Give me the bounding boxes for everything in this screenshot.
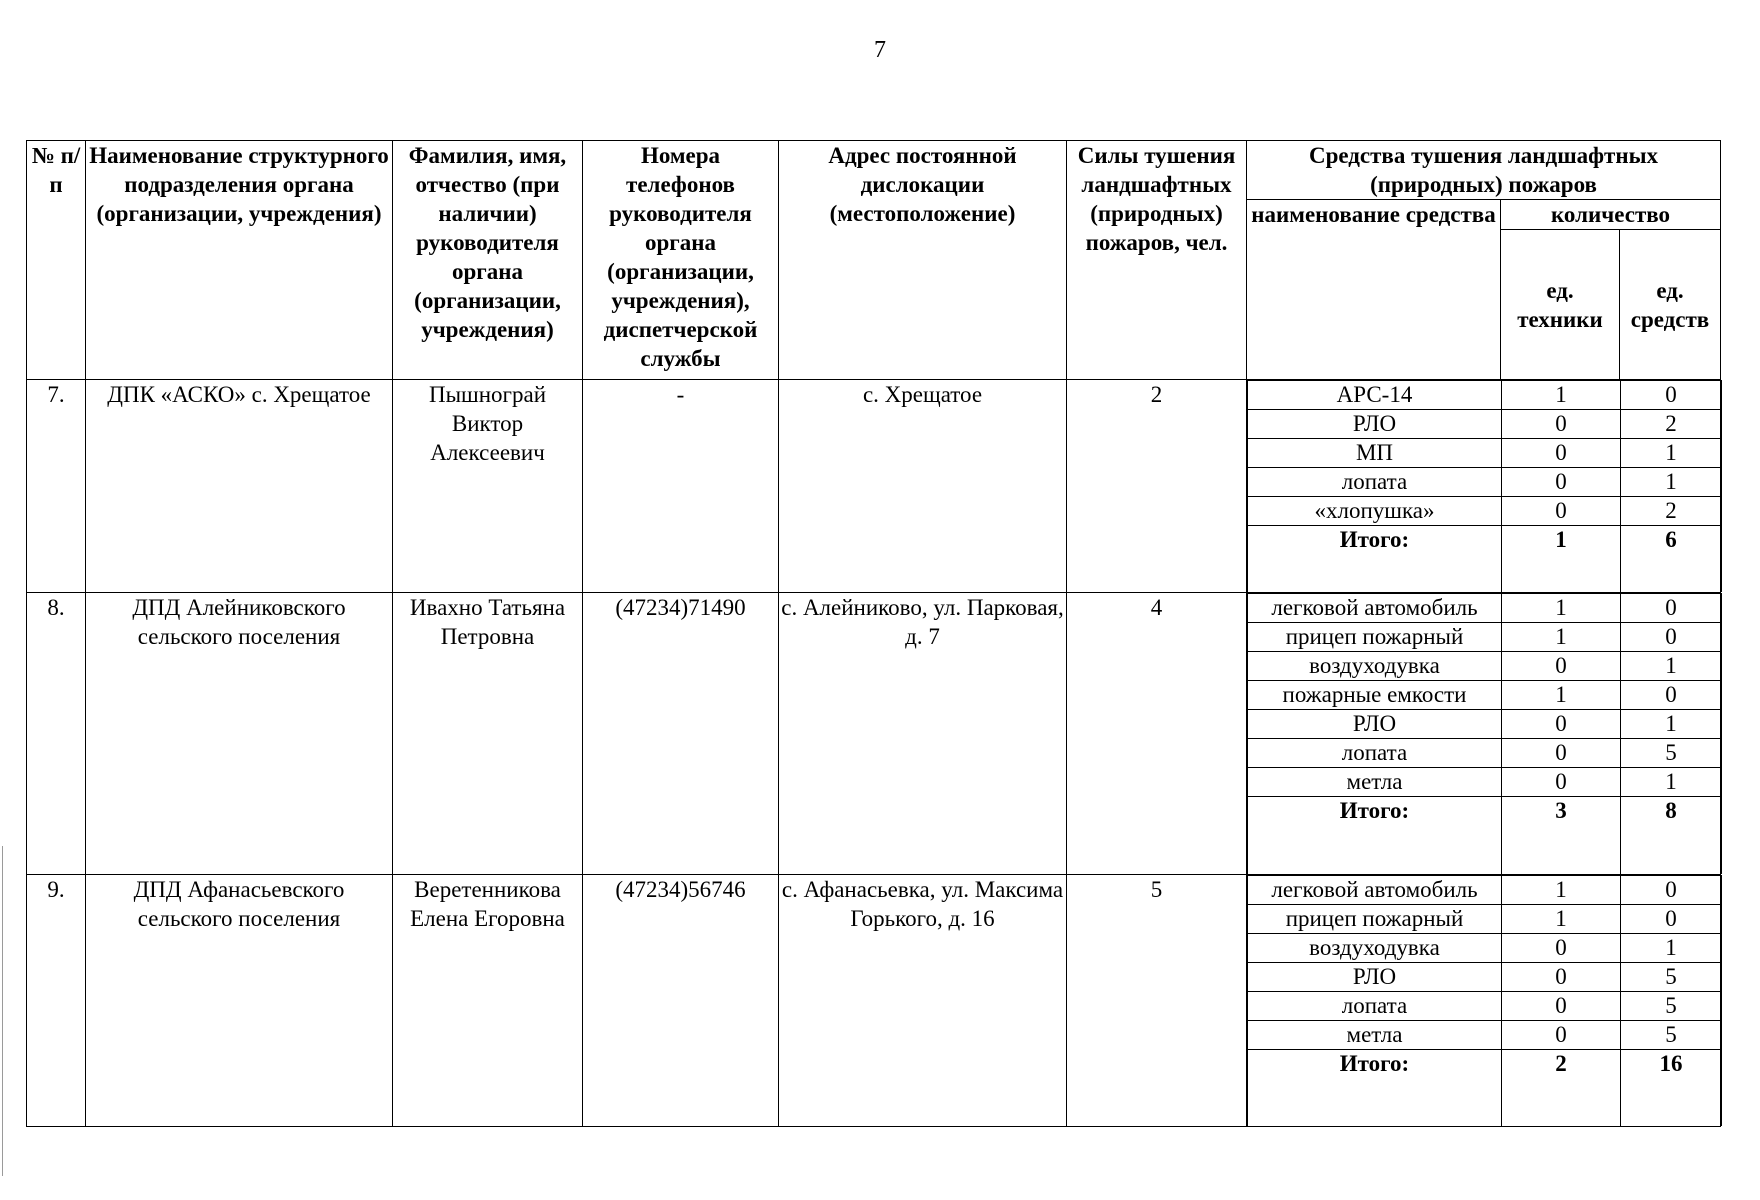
header-means: Средства тушения ландшафтных (природных) пожаров (1247, 141, 1721, 200)
table-row (27, 592, 1721, 875)
means-row (1248, 934, 1722, 963)
means-name: лопата (1248, 992, 1502, 1021)
means-units: 0 (1621, 381, 1722, 410)
means-name: РЛО (1248, 410, 1502, 439)
header-qty-means: ед. средств (1620, 230, 1721, 380)
means-vehicles: 0 (1502, 410, 1621, 439)
total-units: 6 (1621, 526, 1722, 592)
means-units: 1 (1621, 651, 1722, 680)
header-num: № п/п (27, 141, 86, 380)
header-forces: Силы тушения ландшафтных (природных) пожаров, чел. (1067, 141, 1247, 380)
means-row (1248, 593, 1722, 622)
total-label: Итого: (1248, 1050, 1502, 1126)
means-name: метла (1248, 767, 1502, 796)
means-name: РЛО (1248, 963, 1502, 992)
means-units: 2 (1621, 410, 1722, 439)
row-forces: 2 (1067, 380, 1247, 593)
row-num: 9. (27, 875, 86, 1127)
means-vehicles: 0 (1502, 1021, 1621, 1050)
means-total-row (1248, 526, 1722, 592)
header-address: Адрес постоянной дислокации (местоположение) (779, 141, 1067, 380)
means-name: АРС-14 (1248, 381, 1502, 410)
row-unit: ДПД Алейниковского сельского поселения (86, 592, 393, 875)
row-num: 7. (27, 380, 86, 593)
means-row (1248, 680, 1722, 709)
means-units: 5 (1621, 1021, 1722, 1050)
means-vehicles: 0 (1502, 497, 1621, 526)
row-num: 8. (27, 592, 86, 875)
means-row (1248, 963, 1722, 992)
means-name: прицеп пожарный (1248, 622, 1502, 651)
header-quantity: количество (1501, 200, 1721, 230)
total-vehicles: 2 (1502, 1050, 1621, 1126)
means-units: 0 (1621, 622, 1722, 651)
means-vehicles: 0 (1502, 992, 1621, 1021)
row-phones: (47234)71490 (583, 592, 779, 875)
means-row (1248, 497, 1722, 526)
total-units: 8 (1621, 796, 1722, 874)
means-units: 0 (1621, 905, 1722, 934)
means-units: 0 (1621, 593, 1722, 622)
means-vehicles: 0 (1502, 738, 1621, 767)
row-forces: 4 (1067, 592, 1247, 875)
means-units: 1 (1621, 439, 1722, 468)
means-table (1247, 380, 1722, 592)
header-means-name: наименование средства (1247, 200, 1501, 380)
means-units: 0 (1621, 680, 1722, 709)
table-row (27, 875, 1721, 1127)
fire-forces-table (26, 140, 1721, 1127)
table-row (27, 380, 1721, 593)
means-vehicles: 0 (1502, 934, 1621, 963)
means-row (1248, 767, 1722, 796)
means-units: 1 (1621, 767, 1722, 796)
header-qty-vehicles: ед. техники (1501, 230, 1620, 380)
means-vehicles: 0 (1502, 651, 1621, 680)
total-label: Итого: (1248, 796, 1502, 874)
means-name: прицеп пожарный (1248, 905, 1502, 934)
means-vehicles: 0 (1502, 767, 1621, 796)
row-address: с. Хрещатое (779, 380, 1067, 593)
means-name: лопата (1248, 738, 1502, 767)
header-phones: Номера телефонов руководителя органа (организации, учреждения), диспетчерской службы (583, 141, 779, 380)
row-unit: ДПД Афанасьевского сельского поселения (86, 875, 393, 1127)
row-head-name: Ивахно Татьяна Петровна (393, 592, 583, 875)
means-vehicles: 1 (1502, 876, 1621, 905)
means-row (1248, 876, 1722, 905)
header-unit: Наименование структурного подразделения органа (организации, учреждения) (86, 141, 393, 380)
means-vehicles: 1 (1502, 905, 1621, 934)
means-name: РЛО (1248, 709, 1502, 738)
row-address: с. Алейниково, ул. Парковая, д. 7 (779, 592, 1067, 875)
means-units: 5 (1621, 992, 1722, 1021)
row-unit: ДПК «АСКО» с. Хрещатое (86, 380, 393, 593)
means-vehicles: 0 (1502, 468, 1621, 497)
scan-edge-mark (2, 846, 3, 1176)
total-label: Итого: (1248, 526, 1502, 592)
means-vehicles: 0 (1502, 963, 1621, 992)
means-row (1248, 468, 1722, 497)
means-name: МП (1248, 439, 1502, 468)
means-vehicles: 0 (1502, 709, 1621, 738)
means-name: воздуходувка (1248, 651, 1502, 680)
means-units: 2 (1621, 497, 1722, 526)
means-vehicles: 1 (1502, 622, 1621, 651)
means-table (1247, 593, 1722, 875)
means-name: лопата (1248, 468, 1502, 497)
means-row (1248, 381, 1722, 410)
means-list (1247, 592, 1721, 875)
means-row (1248, 410, 1722, 439)
header-head-name: Фамилия, имя, отчество (при наличии) руководителя органа (организации, учреждения) (393, 141, 583, 380)
means-vehicles: 0 (1502, 439, 1621, 468)
means-total-row (1248, 796, 1722, 874)
row-head-name: Веретенникова Елена Егоровна (393, 875, 583, 1127)
means-total-row (1248, 1050, 1722, 1126)
means-row (1248, 905, 1722, 934)
row-forces: 5 (1067, 875, 1247, 1127)
means-name: «хлопушка» (1248, 497, 1502, 526)
means-list (1247, 380, 1721, 593)
means-name: пожарные емкости (1248, 680, 1502, 709)
means-name: метла (1248, 1021, 1502, 1050)
means-units: 5 (1621, 738, 1722, 767)
means-vehicles: 1 (1502, 381, 1621, 410)
total-vehicles: 3 (1502, 796, 1621, 874)
row-phones: (47234)56746 (583, 875, 779, 1127)
means-name: воздуходувка (1248, 934, 1502, 963)
means-units: 5 (1621, 963, 1722, 992)
means-name: легковой автомобиль (1248, 593, 1502, 622)
means-row (1248, 1021, 1722, 1050)
row-address: с. Афанасьевка, ул. Максима Горького, д. 16 (779, 875, 1067, 1127)
page-number: 7 (874, 37, 886, 63)
total-units: 16 (1621, 1050, 1722, 1126)
means-row (1248, 992, 1722, 1021)
row-head-name: Пышнограй Виктор Алексеевич (393, 380, 583, 593)
means-vehicles: 1 (1502, 593, 1621, 622)
means-units: 1 (1621, 709, 1722, 738)
means-row (1248, 622, 1722, 651)
means-row (1248, 709, 1722, 738)
means-units: 1 (1621, 468, 1722, 497)
means-list (1247, 875, 1721, 1127)
means-vehicles: 1 (1502, 680, 1621, 709)
means-row (1248, 439, 1722, 468)
means-table (1247, 875, 1722, 1126)
total-vehicles: 1 (1502, 526, 1621, 592)
means-row (1248, 738, 1722, 767)
means-units: 0 (1621, 876, 1722, 905)
means-units: 1 (1621, 934, 1722, 963)
means-row (1248, 651, 1722, 680)
means-name: легковой автомобиль (1248, 876, 1502, 905)
row-phones: - (583, 380, 779, 593)
